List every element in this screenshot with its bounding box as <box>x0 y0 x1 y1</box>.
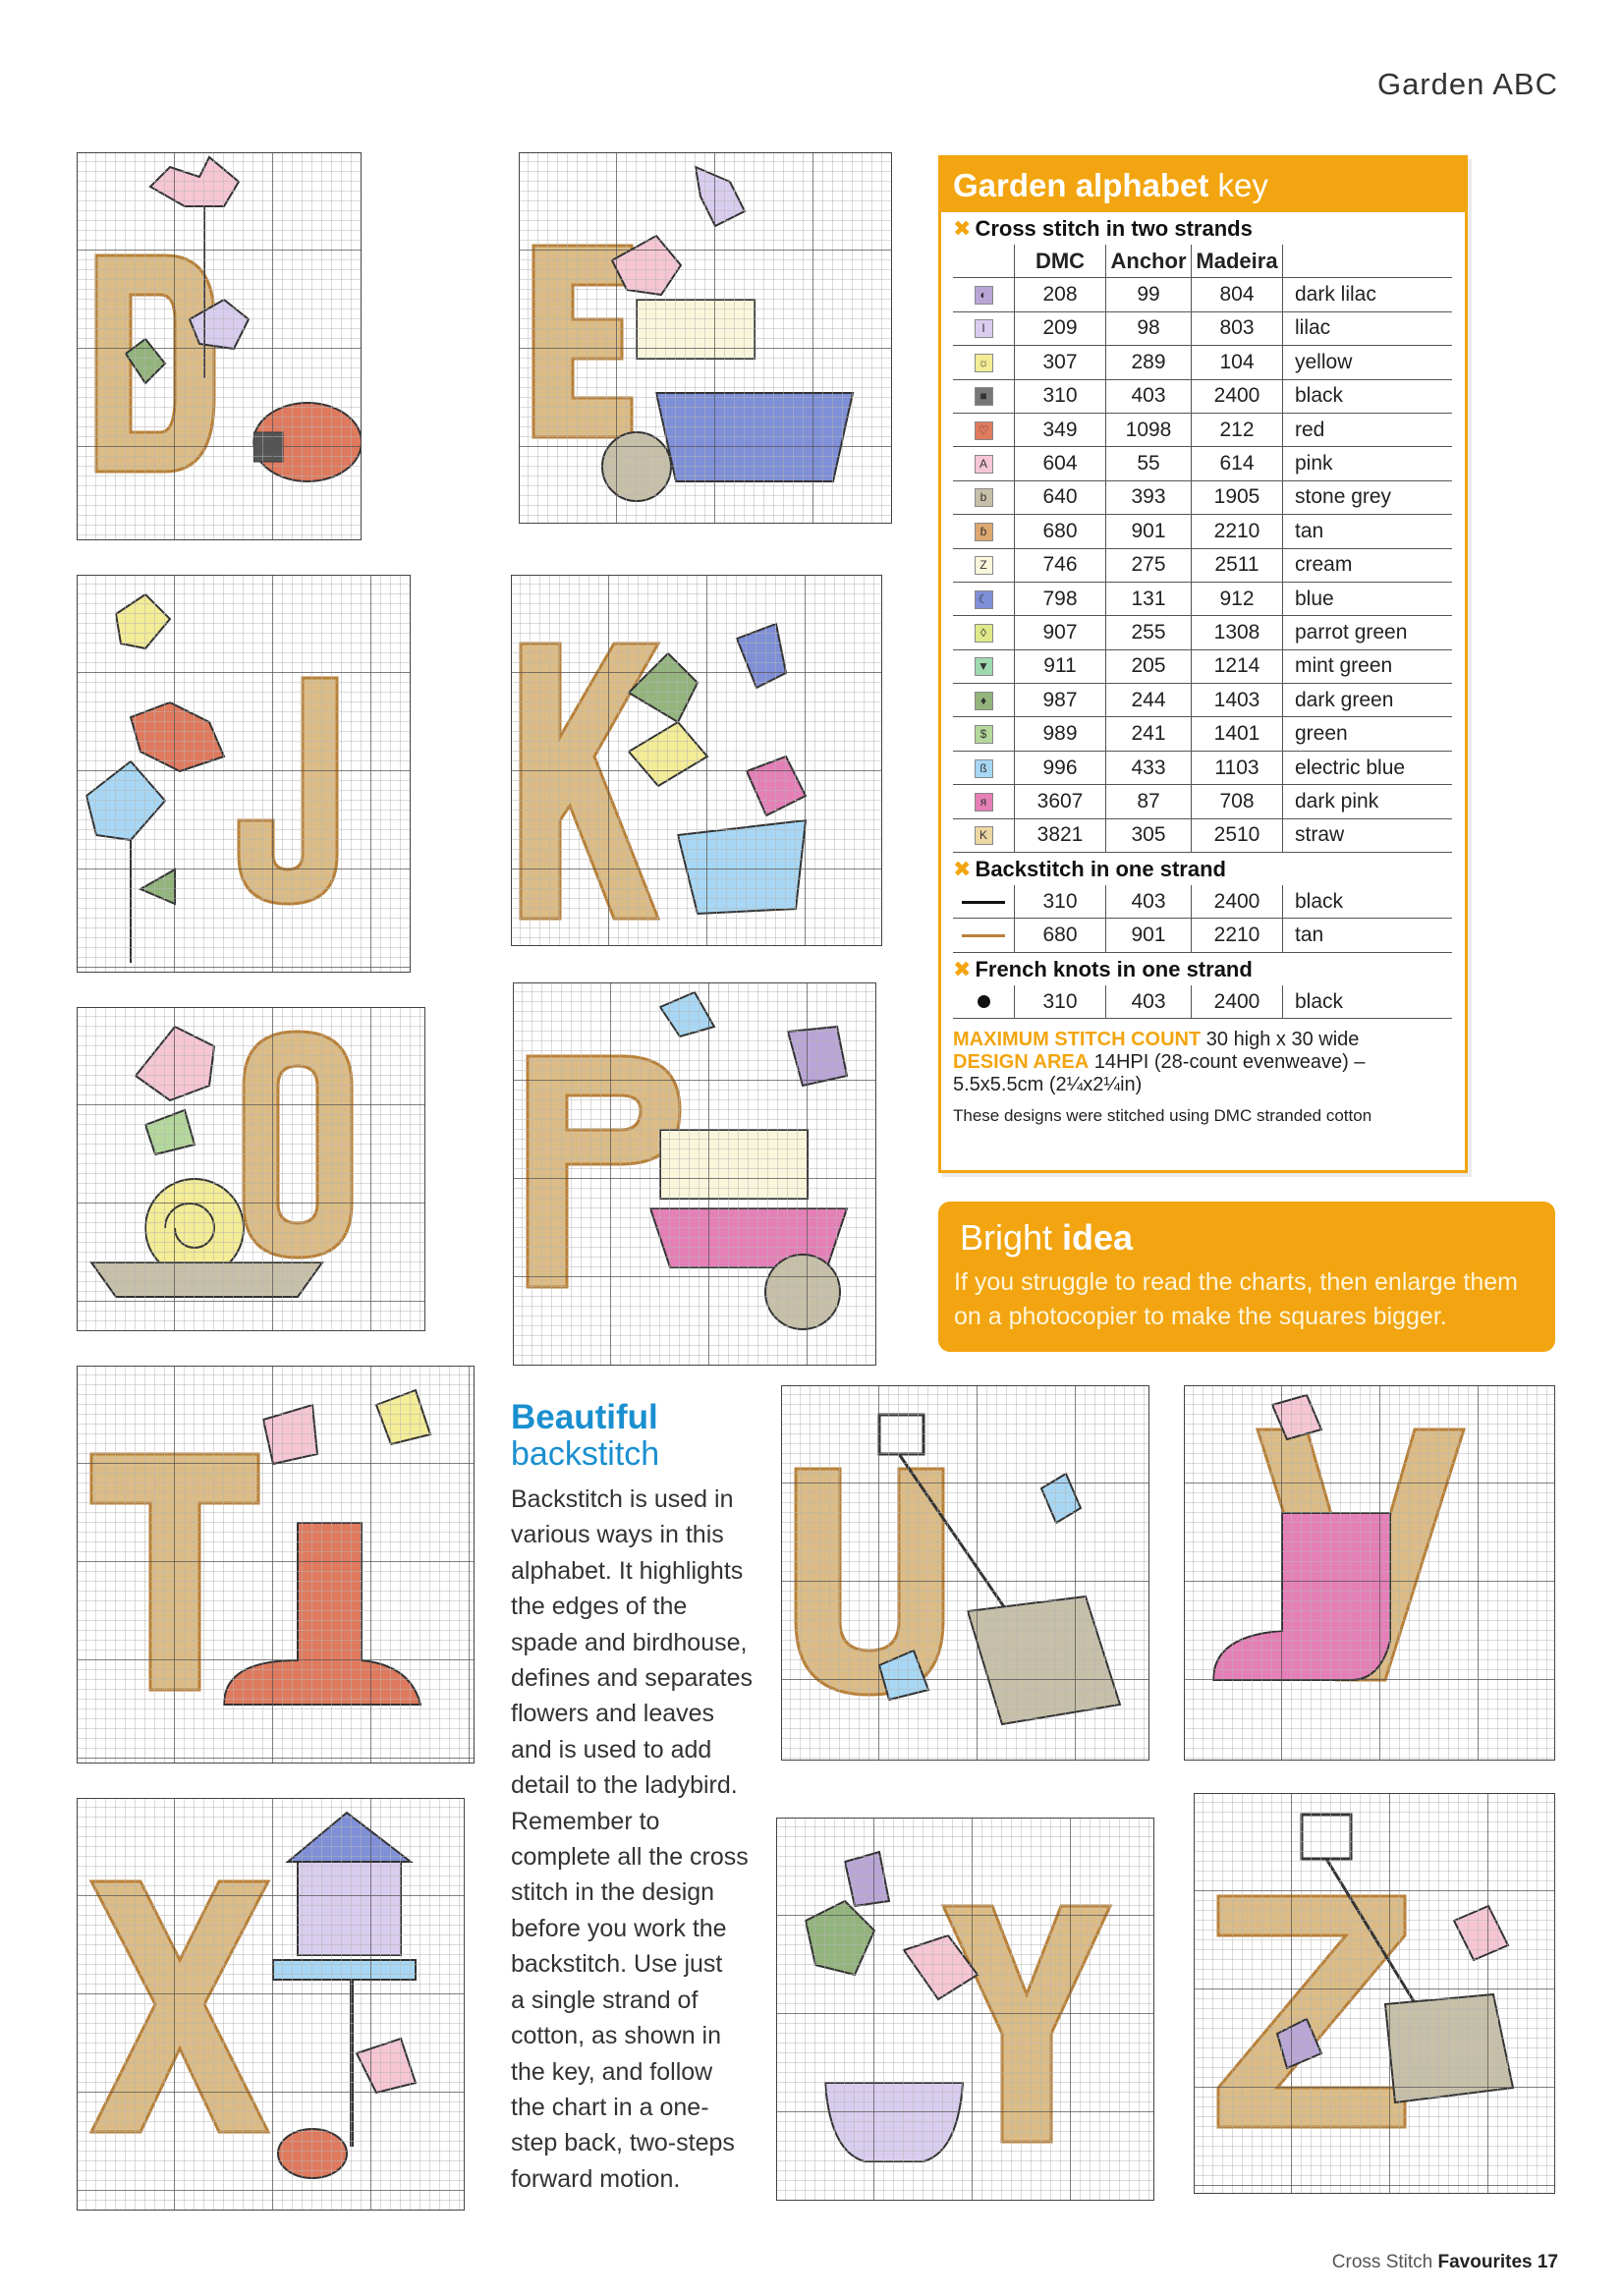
key-row <box>953 515 1452 548</box>
anchor-code: 205 <box>1106 649 1192 683</box>
cross-icon: ✖ <box>953 857 972 882</box>
chart-letter-u <box>781 1385 1149 1761</box>
thread-color-name: lilac <box>1283 311 1453 345</box>
key-row <box>953 447 1452 480</box>
article-subtitle: backstitch <box>511 1435 660 1473</box>
key-row <box>953 548 1452 582</box>
anchor-code: 403 <box>1106 379 1192 413</box>
dmc-code: 208 <box>1015 278 1106 311</box>
chart-letter-x <box>77 1798 465 2211</box>
backstitch-table <box>953 885 1452 953</box>
anchor-code: 98 <box>1106 311 1192 345</box>
thread-symbol-icon: A <box>975 455 993 474</box>
thread-color-name: blue <box>1283 582 1453 615</box>
thread-symbol-icon: b <box>975 488 993 507</box>
chart-letter-o <box>77 1007 425 1331</box>
thread-symbol-icon: K <box>975 826 993 845</box>
table-header-row <box>953 245 1452 278</box>
anchor-code: 244 <box>1106 684 1192 717</box>
thread-symbol-icon: $ <box>975 725 993 744</box>
thread-color-name: dark green <box>1283 684 1453 717</box>
key-row <box>953 582 1452 615</box>
col-madeira: Madeira <box>1192 245 1283 278</box>
madeira-code: 708 <box>1192 785 1283 818</box>
thread-symbol-icon: ▼ <box>975 657 993 676</box>
cross-icon: ✖ <box>953 216 972 241</box>
dmc-code: 3821 <box>1015 818 1106 852</box>
madeira-code: 1403 <box>1192 684 1283 717</box>
key-row <box>953 346 1452 379</box>
thread-note: These designs were stitched using DMC stranded cotton <box>953 1106 1372 1126</box>
french-knot-icon <box>978 995 990 1008</box>
bright-idea-title: Bright idea <box>960 1217 1134 1258</box>
page-section-title: Garden ABC <box>1376 67 1558 101</box>
madeira-code: 1308 <box>1192 616 1283 649</box>
anchor-code: 393 <box>1106 480 1192 514</box>
madeira-code: 804 <box>1192 278 1283 311</box>
dmc-code: 798 <box>1015 582 1106 615</box>
anchor-code: 1098 <box>1106 413 1192 446</box>
madeira-code: 2510 <box>1192 818 1283 852</box>
french-knot-heading: ✖ French knots in one strand <box>953 956 1253 981</box>
thread-color-name: dark pink <box>1283 785 1453 818</box>
anchor-code: 87 <box>1106 785 1192 818</box>
col-anchor: Anchor <box>1106 245 1192 278</box>
thread-symbol-icon: ß <box>975 759 993 778</box>
thread-color-name: dark lilac <box>1283 278 1453 311</box>
thread-symbol-icon: ɓ <box>975 523 993 541</box>
anchor-code: 55 <box>1106 447 1192 480</box>
key-row <box>953 751 1452 784</box>
madeira-code: 614 <box>1192 447 1283 480</box>
cross-stitch-table <box>953 245 1452 853</box>
anchor-code: 289 <box>1106 346 1192 379</box>
french-knot-rows <box>953 985 1452 1019</box>
dmc-code: 640 <box>1015 480 1106 514</box>
anchor-code: 403 <box>1106 985 1192 1019</box>
anchor-code: 99 <box>1106 278 1192 311</box>
bright-idea-panel <box>938 1202 1555 1352</box>
dmc-code: 680 <box>1015 919 1106 952</box>
dmc-code: 746 <box>1015 548 1106 582</box>
thread-color-name: red <box>1283 413 1453 446</box>
key-row <box>953 717 1452 751</box>
thread-symbol-icon: ■ <box>975 387 993 406</box>
chart-letter-j <box>77 575 411 973</box>
key-row <box>953 278 1452 311</box>
bright-idea-text: If you struggle to read the charts, then enlarge them on a photocopier to make the squares bigger. <box>954 1268 1518 1330</box>
dmc-code: 996 <box>1015 751 1106 784</box>
key-row <box>953 480 1452 514</box>
key-title: Garden alphabet key <box>941 158 1465 212</box>
anchor-code: 275 <box>1106 548 1192 582</box>
key-row <box>953 785 1452 818</box>
thread-symbol-icon: ☼ <box>975 354 993 372</box>
article-body: Backstitch is used in various ways in this alphabet. It highlights the edges of the spade and birdhouse, defines and separates flowers and leaves and is used to add detail to the ladybird. Remember to complete all the cross stitch in the design before you work the backstitch. Use just a single strand of cotton, as shown in the key, and follow the chart in a one- step back, two-steps forward motion. <box>511 1485 754 2193</box>
cross-icon: ✖ <box>953 956 972 981</box>
chart-letter-v <box>1184 1385 1555 1761</box>
thread-color-name: cream <box>1283 548 1453 582</box>
anchor-code: 131 <box>1106 582 1192 615</box>
madeira-code: 212 <box>1192 413 1283 446</box>
key-row <box>953 684 1452 717</box>
thread-symbol-icon: ♡ <box>975 421 993 440</box>
chart-key-panel <box>938 155 1468 1173</box>
cross-stitch-heading: ✖ Cross stitch in two strands <box>953 216 1253 241</box>
key-row <box>953 818 1452 852</box>
key-row <box>953 616 1452 649</box>
thread-symbol-icon: ◊ <box>975 624 993 643</box>
madeira-code: 1103 <box>1192 751 1283 784</box>
thread-color-name: black <box>1283 379 1453 413</box>
dmc-code: 987 <box>1015 684 1106 717</box>
thread-color-name: stone grey <box>1283 480 1453 514</box>
dmc-code: 307 <box>1015 346 1106 379</box>
thread-symbol-icon: ☾ <box>975 590 993 609</box>
key-row <box>953 985 1452 1019</box>
backstitch-line-icon <box>962 934 1005 937</box>
article-title: Beautiful <box>511 1398 658 1436</box>
madeira-code: 912 <box>1192 582 1283 615</box>
max-stitch-count: MAXIMUM STITCH COUNT 30 high x 30 wide <box>953 1029 1360 1051</box>
backstitch-rows <box>953 885 1452 952</box>
key-row <box>953 885 1452 919</box>
french-knot-table <box>953 985 1452 1019</box>
anchor-code: 305 <box>1106 818 1192 852</box>
dmc-code: 310 <box>1015 885 1106 919</box>
dmc-code: 907 <box>1015 616 1106 649</box>
thread-color-name: yellow <box>1283 346 1453 379</box>
dmc-code: 310 <box>1015 985 1106 1019</box>
key-row <box>953 919 1452 952</box>
thread-color-name: black <box>1283 885 1453 919</box>
madeira-code: 803 <box>1192 311 1283 345</box>
madeira-code: 1214 <box>1192 649 1283 683</box>
page-footer: Cross Stitch Favourites 17 <box>1331 2252 1558 2272</box>
chart-letter-e <box>519 152 892 524</box>
chart-letter-k <box>511 575 882 946</box>
thread-color-name: pink <box>1283 447 1453 480</box>
thread-color-name: tan <box>1283 515 1453 548</box>
dmc-code: 989 <box>1015 717 1106 751</box>
madeira-code: 2400 <box>1192 985 1283 1019</box>
thread-color-name: green <box>1283 717 1453 751</box>
col-dmc: DMC <box>1015 245 1106 278</box>
chart-letter-t <box>77 1366 475 1764</box>
key-row <box>953 413 1452 446</box>
anchor-code: 255 <box>1106 616 1192 649</box>
thread-symbol-icon: ◐ <box>975 286 993 305</box>
thread-color-name: straw <box>1283 818 1453 852</box>
chart-letter-d <box>77 152 362 540</box>
chart-letter-p <box>513 982 876 1366</box>
backstitch-line-icon <box>962 901 1005 904</box>
thread-color-name: tan <box>1283 919 1453 952</box>
key-row <box>953 649 1452 683</box>
madeira-code: 2400 <box>1192 885 1283 919</box>
cross-stitch-rows <box>953 278 1452 853</box>
madeira-code: 2511 <box>1192 548 1283 582</box>
backstitch-heading: ✖ Backstitch in one strand <box>953 857 1226 882</box>
dmc-code: 310 <box>1015 379 1106 413</box>
thread-symbol-icon: I <box>975 319 993 338</box>
dmc-code: 209 <box>1015 311 1106 345</box>
stitch-stats <box>941 1019 1465 1096</box>
design-area: DESIGN AREA 14HPI (28-count evenweave) – 5.5x5.5cm (2¼x2¼in) <box>953 1051 1366 1096</box>
madeira-code: 2210 <box>1192 919 1283 952</box>
madeira-code: 1905 <box>1192 480 1283 514</box>
key-row <box>953 311 1452 345</box>
madeira-code: 1401 <box>1192 717 1283 751</box>
backstitch-article <box>511 1399 761 2197</box>
dmc-code: 604 <box>1015 447 1106 480</box>
madeira-code: 2400 <box>1192 379 1283 413</box>
anchor-code: 433 <box>1106 751 1192 784</box>
thread-color-name: black <box>1283 985 1453 1019</box>
thread-symbol-icon: Z <box>975 556 993 575</box>
chart-letter-y <box>776 1818 1154 2201</box>
thread-color-name: electric blue <box>1283 751 1453 784</box>
anchor-code: 241 <box>1106 717 1192 751</box>
dmc-code: 3607 <box>1015 785 1106 818</box>
dmc-code: 911 <box>1015 649 1106 683</box>
chart-letter-z <box>1194 1793 1555 2194</box>
thread-color-name: mint green <box>1283 649 1453 683</box>
madeira-code: 104 <box>1192 346 1283 379</box>
thread-symbol-icon: ᴙ <box>975 793 993 812</box>
thread-symbol-icon: ♦ <box>975 692 993 710</box>
anchor-code: 901 <box>1106 515 1192 548</box>
dmc-code: 349 <box>1015 413 1106 446</box>
thread-color-name: parrot green <box>1283 616 1453 649</box>
anchor-code: 901 <box>1106 919 1192 952</box>
madeira-code: 2210 <box>1192 515 1283 548</box>
dmc-code: 680 <box>1015 515 1106 548</box>
key-row <box>953 379 1452 413</box>
anchor-code: 403 <box>1106 885 1192 919</box>
